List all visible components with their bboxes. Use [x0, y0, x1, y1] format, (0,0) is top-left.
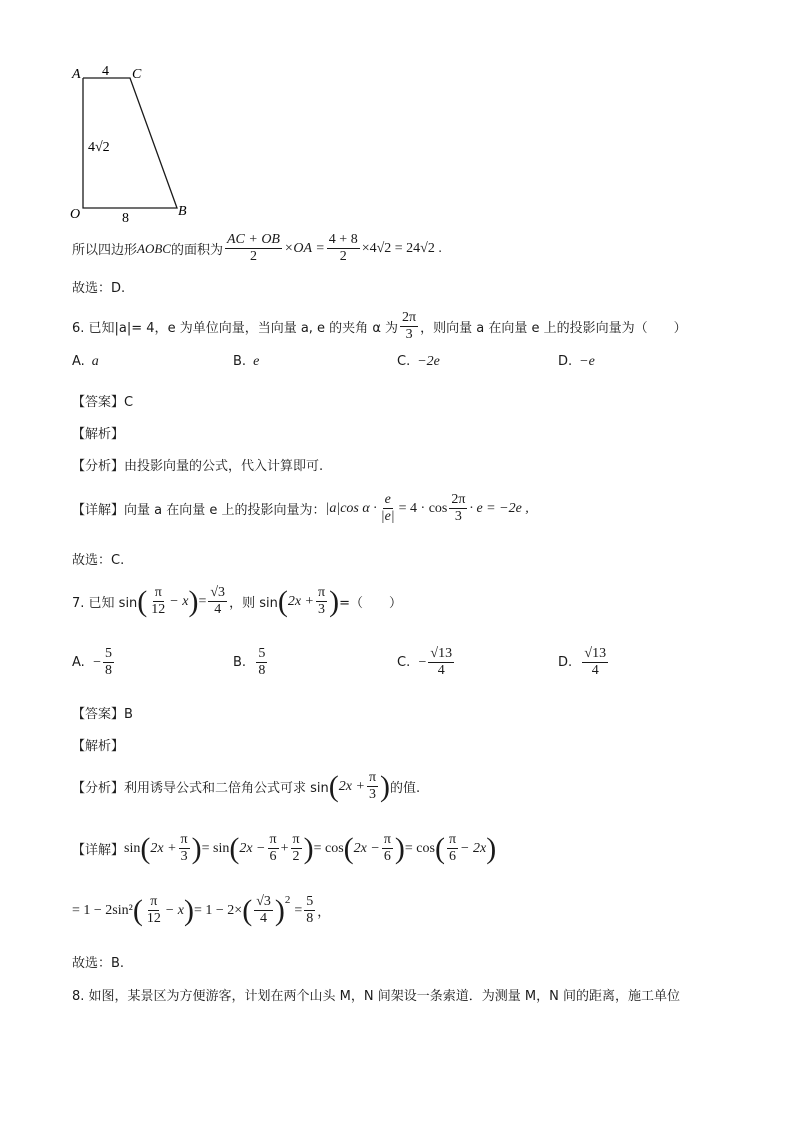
q8-stem: 8. 如图，某景区为方便游客，计划在两个山头 M，N 间架设一条索道．为测量 M，N 间的距离，施工单位 — [72, 989, 680, 1004]
q7-answer: 【答案】B — [72, 707, 133, 722]
q6-option-b: B. e — [233, 354, 260, 369]
q6-stem: 6. 已知|a|= 4， e 为单位向量，当向量 a, e 的夹角 α 为 $\frac{2\pi}{3}$ ，则向量 a 在向量 e 上的投影向量为（ ） — [72, 310, 687, 342]
q7-fenxi: 【分析】 利用诱导公式和二倍角公式可求 sin ( 2x + $\frac{\pi}{3}$ ) 的值. — [72, 769, 421, 803]
q7-option-b: B. $\frac{5}{8}$ — [233, 646, 266, 678]
q6-option-c: C. −2e — [397, 354, 440, 369]
label-o: O — [70, 207, 81, 222]
q6-option-a: A. a — [72, 354, 99, 369]
q7-analysis-tag: 【解析】 — [72, 739, 125, 754]
label-c: C — [132, 67, 142, 82]
q6-fenxi: 【分析】由投影向量的公式，代入计算即可. — [72, 459, 324, 474]
q7-option-a: A. − $\frac{5}{8}$ — [72, 646, 112, 678]
q6-option-d: D. −e — [558, 354, 595, 369]
q7-conclusion: 故选：B. — [72, 956, 125, 971]
label-b: B — [178, 204, 187, 219]
q7-option-d: D. $\frac{√13}{4}$ — [558, 646, 607, 678]
top-length: 4 — [102, 64, 109, 79]
bottom-length: 8 — [122, 211, 129, 226]
q6-analysis-tag: 【解析】 — [72, 427, 125, 442]
answer-line-prev: 故选：D. — [72, 281, 126, 296]
q7-option-c: C. − $\frac{√13}{4}$ — [397, 646, 453, 678]
trapezoid-figure — [66, 62, 206, 228]
q6-conclusion: 故选：C. — [72, 553, 125, 568]
area-line: 所以四边形 AOBC 的面积为 $\frac{AC + OB}{2}$ ×OA = $\frac{4 + 8}{2}$ ×4√2 = 24√2 . — [72, 232, 442, 264]
label-a: A — [72, 67, 81, 82]
q6-detail: 【详解】 向量 a 在向量 e 上的投影向量为： |a|cos α · $\frac{e}{|e|}$ = 4 · cos $\frac{2\pi}{3}$ · e = −2e , — [72, 492, 529, 524]
q7-detail-line2: = 1 − 2sin² ( $\frac{\pi}{12}$ − x ) = 1 − 2× ( $\frac{√3}{4}$ ) $^2$ = $\frac{5}{8}$ ， — [72, 893, 331, 927]
q7-detail-line1: 【详解】 sin ( 2x + $\frac{\pi}{3}$ ) = sin ( 2x − $\frac{\pi}{6}$ + $\frac{\pi}{2}$ ) = cos ( 2x − $\frac{\pi}{6}$ ) = cos ( $\frac{\pi}{6}$ − 2x ) — [72, 831, 497, 865]
q6-answer: 【答案】C — [72, 395, 134, 410]
height-length: 4√2 — [88, 140, 110, 155]
q7-stem: 7. 已知 sin ( $\frac{\pi}{12}$ − x ) = $\frac{√3}{4}$ ，则 sin ( 2x + $\frac{\pi}{3}$ ) =（ ） — [72, 584, 402, 618]
